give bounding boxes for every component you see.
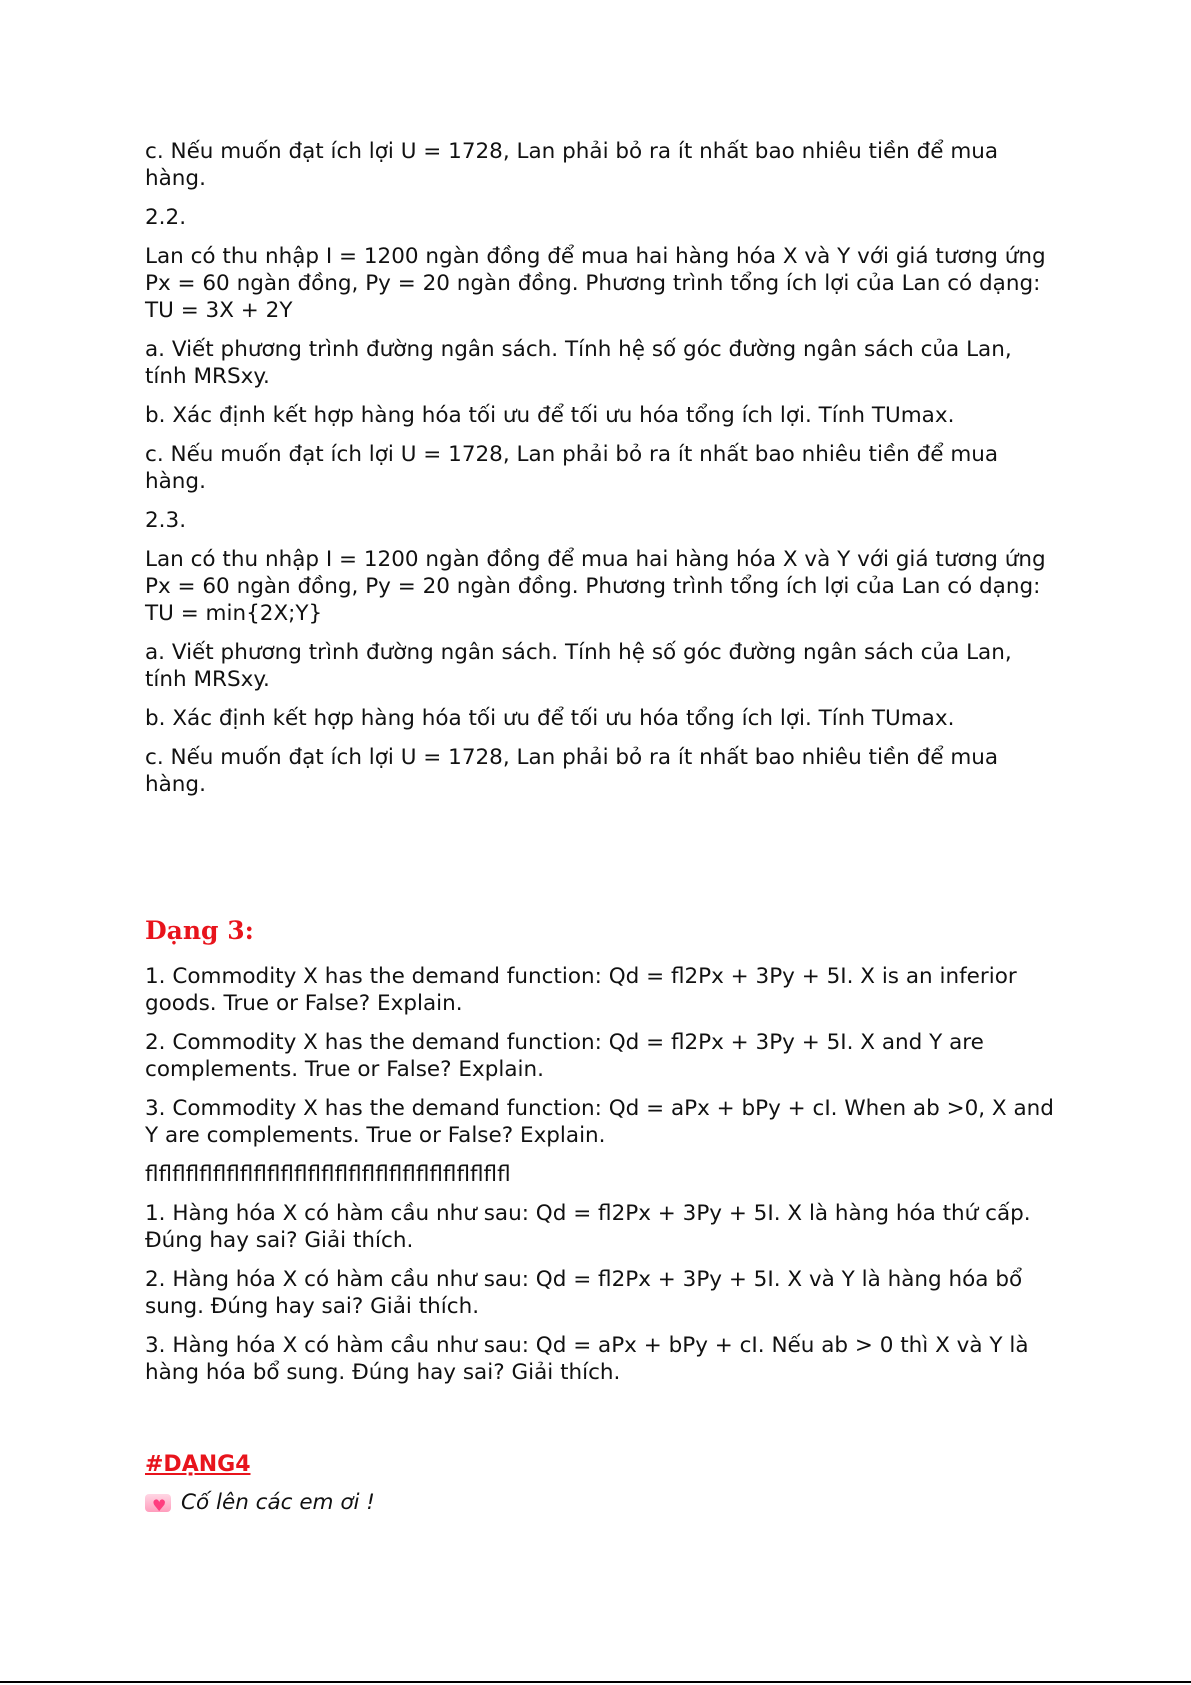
section3-heading: Dạng 3: — [145, 916, 254, 945]
paragraph-top-4: b. Xác định kết hợp hàng hóa tối ưu để tối ưu hóa tổng ích lợi. Tính TUmax. — [145, 403, 955, 428]
paragraph-top-6: 2.3. — [145, 508, 187, 533]
paragraph-top-2: Lan có thu nhập I = 1200 ngàn đồng để mua hai hàng hóa X và Y với giá tương ứng Px = 60 ngàn đồng, Py = 20 ngàn đồng. Phương trình tổng ích lợi của Lan có dạng: TU = 3X + 2Y — [145, 244, 1046, 323]
section3-vietnamese-1: 2. Hàng hóa X có hàm cầu như sau: Qd = ﬂ2Px + 3Py + 5I. X và Y là hàng hóa bổ sung. Đúng hay sai? Giải thích. — [145, 1267, 1023, 1319]
document-page — [145, 138, 1060, 1518]
section3-english-0: 1. Commodity X has the demand function: Qd = ﬂ2Px + 3Py + 5I. X is an inferior goods. True or False? Explain. — [145, 964, 1017, 1016]
paragraph-top-1: 2.2. — [145, 205, 187, 230]
page-bottom-rule — [0, 1681, 1191, 1683]
paragraph-top-10: c. Nếu muốn đạt ích lợi U = 1728, Lan phải bỏ ra ít nhất bao nhiêu tiền để mua hàng. — [145, 745, 999, 797]
paragraph-top-5: c. Nếu muốn đạt ích lợi U = 1728, Lan phải bỏ ra ít nhất bao nhiêu tiền để mua hàng. — [145, 442, 999, 494]
closing-line — [145, 1488, 1060, 1518]
paragraph-top-0: c. Nếu muốn đạt ích lợi U = 1728, Lan phải bỏ ra ít nhất bao nhiêu tiền để mua hàng. — [145, 139, 999, 191]
section3-english-2: 3. Commodity X has the demand function: Qd = aPx + bPy + cI. When ab >0, X and Y are complements. True or False? Explain. — [145, 1096, 1054, 1148]
section3-english-1: 2. Commodity X has the demand function: Qd = ﬂ2Px + 3Py + 5I. X and Y are complements. True or False? Explain. — [145, 1030, 984, 1082]
closing-text: Cố lên các em ơi ! — [181, 1490, 375, 1515]
section3-separator: ﬂﬂﬂﬂﬂﬂﬂﬂﬂﬂﬂﬂﬂﬂﬂﬂﬂﬂﬂﬂﬂﬂﬂﬂﬂﬂﬂ — [145, 1162, 511, 1187]
section3-vietnamese-2: 3. Hàng hóa X có hàm cầu như sau: Qd = aPx + bPy + cI. Nếu ab > 0 thì X và Y là hàng hóa bổ sung. Đúng hay sai? Giải thích. — [145, 1333, 1029, 1385]
section-spacer-2 — [145, 1398, 1060, 1450]
paragraph-top-3: a. Viết phương trình đường ngân sách. Tính hệ số góc đường ngân sách của Lan, tính MRSxy. — [145, 337, 1012, 389]
paragraph-top-7: Lan có thu nhập I = 1200 ngàn đồng để mua hai hàng hóa X và Y với giá tương ứng Px = 60 ngàn đồng, Py = 20 ngàn đồng. Phương trình tổng ích lợi của Lan có dạng: TU = min{2X;Y} — [145, 547, 1046, 626]
paragraph-top-8: a. Viết phương trình đường ngân sách. Tính hệ số góc đường ngân sách của Lan, tính MRSxy. — [145, 640, 1012, 692]
heart-icon — [145, 1494, 171, 1512]
section-spacer — [145, 810, 1060, 913]
section3-vietnamese-0: 1. Hàng hóa X có hàm cầu như sau: Qd = ﬂ2Px + 3Py + 5I. X là hàng hóa thứ cấp. Đúng hay sai? Giải thích. — [145, 1201, 1031, 1253]
section4-hashtag-link[interactable]: #DẠNG4 — [145, 1452, 251, 1477]
paragraph-top-9: b. Xác định kết hợp hàng hóa tối ưu để tối ưu hóa tổng ích lợi. Tính TUmax. — [145, 706, 955, 731]
